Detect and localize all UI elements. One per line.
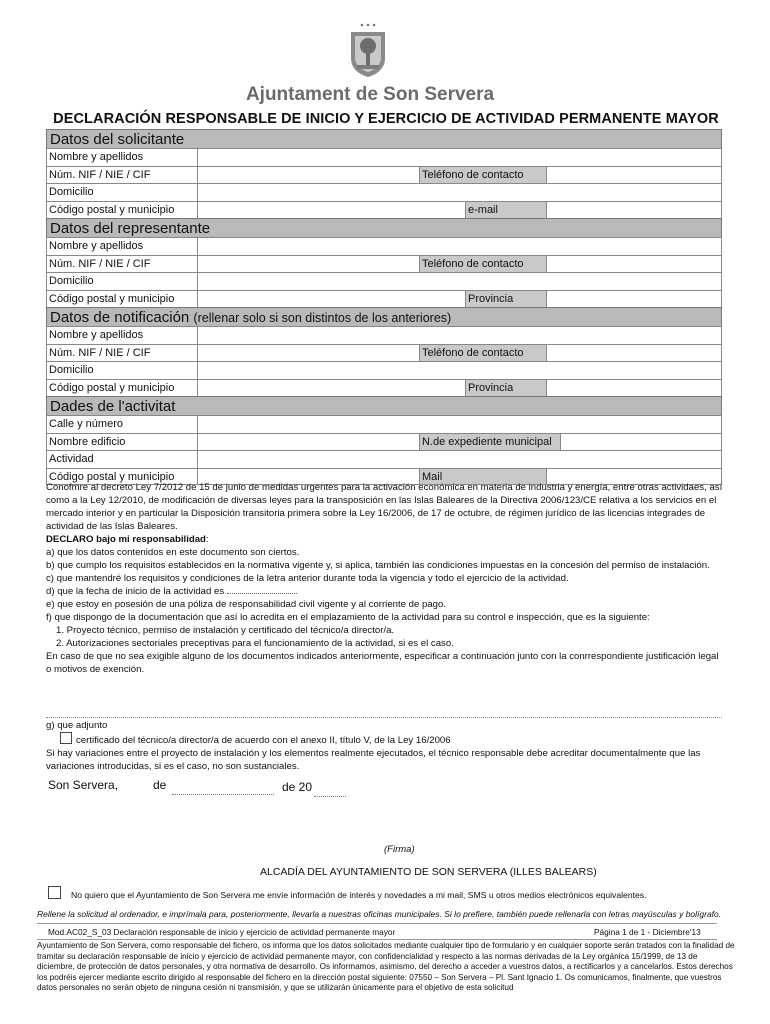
declaro-heading: DECLARO bajo mi responsabilidad	[46, 534, 206, 545]
optout-checkbox[interactable]	[48, 886, 61, 899]
field-domicilio-solicitante[interactable]: Domicilio	[46, 183, 722, 201]
field-cp-solicitante[interactable]: Código postal y municipio e-mail	[46, 201, 722, 219]
organization-name: Ajuntament de Son Servera	[245, 84, 495, 105]
field-nif-notificacion[interactable]: Núm. NIF / NIE / CIF Teléfono de contacto	[46, 344, 722, 362]
document-title: DECLARACIÓN RESPONSABLE DE INICIO Y EJERCICIO DE ACTIVIDAD PERMANENTE MAYOR	[53, 111, 719, 127]
label-telefono: Teléfono de contacto	[419, 167, 547, 184]
field-calle-actividad[interactable]: Calle y número	[46, 415, 722, 433]
field-nombre-solicitante[interactable]: Nombre y apellidos	[46, 148, 722, 166]
instructions-text: Rellene la solicitud al ordenador, e imprímala para, posteriormente, llevarla a nuestras oficinas municipales. Si lo prefiere, también puede rellenarla con letras mayúsculas y bolígrafo.	[37, 909, 722, 919]
header	[0, 14, 770, 106]
field-cp-representante[interactable]: Código postal y municipio Provincia	[46, 290, 722, 308]
coat-of-arms-logo	[345, 22, 391, 78]
exemption-field[interactable]	[46, 717, 722, 718]
section-representante-heading: Datos del representante	[46, 218, 722, 237]
page-number: Página 1 de 1 - Diciembre'13	[594, 927, 701, 937]
year-field[interactable]	[314, 782, 346, 797]
field-cp-notificacion[interactable]: Código postal y municipio Provincia	[46, 379, 722, 397]
place-label: Son Servera,	[48, 778, 119, 792]
form	[46, 129, 722, 485]
fecha-inicio-field[interactable]	[227, 593, 297, 594]
day-month-field[interactable]	[172, 780, 274, 795]
label-email: e-mail	[465, 202, 547, 219]
declaration-body: Conofmre al decreto Ley 7/2012 de 15 de junio de medidas urgentes para la activación económica en materia de industria y energía, entre otras actividaes, así como a la Ley 12/2010, de modificación de diversas leyes para la transposición en las Islas Baleares de la Directiva 2006/123/CE relativa a los servicios en el mercado interior y en particular la Disposición transitoria primera sobre la Ley 16/2006, de 17 de octubre, de régimen jurídico de las licencias integrades de actividad de las Islas Baleares. DECLARO bajo mi responsabilidad: a) que los datos contenidos en este documento son ciertos. b) que cumplo los requisitos establecidos en la normativa vigente y, si aplica, también las condiciones impuestas en la concesión del permiso de instalación. c) que mantendré los requisitos y condiciones de la letra anterior durante toda la vigencia y todo el ejercicio de la actividad. d) que la fecha de inicio de la actividad es e) que estoy en posesión de una póliza de responsabilidad civil vigente y al corriente de pago. f) que dispongo de la documentación que así lo acredita en el emplazamiento de la actividad para su control e inspección, que es la siguiente: 1. Proyecto técnico, permiso de instalación y certificado del técnico/a director/a. 2. Autorizaciones sectoriales preceptivas para el funcionamiento de la actividad, si es el caso. En caso de que no sea exigible alguno de los documentos indicados anteriormente, especificar a continuación junto con la conrrespondiente justificación legal o motivos de exención.	[46, 481, 726, 676]
field-actividad[interactable]: Actividad	[46, 450, 722, 468]
privacy-notice: Ayuntamiento de Son Servera, como responsable del fichero, os informa que los datos solicitados mediante cualquier tipo de formulario y en cualquier soporte serán tratados con la finalidad de tramitar su declaración responsable de inicio y ejercicio de actividad permanente mayor, con confidencialidad y respecto a las normas derivadas de la Ley orgánica 15/1999, de 13 de diciembre, de protección de datos personales, y otra normativa de desarrollo. Os informamos, asimismo, del derecho a acceder a vuestros datos, a rectificarlos y a cancelarlos. Estos derechos los podréis ejercer mediante escrito dirigido al responsable del fichero en la dirección postal siguiente: 07550 – Son Servera – Pl. Sant Ignacio 1. Os comunicamos, finalmente, que vuestros datos personales no serán objeto de ninguna cesión ni transmisión, y que se utilizarán únicamente para el objetivo de esta solicitud	[37, 941, 735, 992]
field-domicilio-representante[interactable]: Domicilio	[46, 272, 722, 290]
section-solicitante-heading: Datos del solicitante	[46, 129, 722, 148]
certificado-checkbox[interactable]	[60, 732, 72, 744]
adjunto-section: g) que adjunto certificado del técnico/a director/a de acuerdo con el anexo II, título V, de la Ley 16/2006 Si hay variaciones entre el proyecto de instalación y los elementos realmente ejecutados, el técnico responsable debe acreditar documentalmente que las variaciones introducidas, si es el caso, no son sustanciales.	[46, 720, 701, 772]
section-notificacion-heading: Datos de notificación (rellenar solo si son distintos de los anteriores)	[46, 307, 722, 326]
optout-row: No quiero que el Ayuntamiento de Son Servera me envíe información de interés y novedades a mi mail, SMS u otros medios electrónicos equivalentes.	[48, 886, 646, 900]
field-nombre-representante[interactable]: Nombre y apellidos	[46, 237, 722, 255]
field-nombre-notificacion[interactable]: Nombre y apellidos	[46, 326, 722, 344]
field-cp-actividad[interactable]: Código postal y municipio Mail	[46, 468, 722, 486]
field-nif-solicitante[interactable]: Núm. NIF / NIE / CIF Teléfono de contacto	[46, 166, 722, 184]
alcaldia-label: ALCADÍA DEL AYUNTAMIENTO DE SON SERVERA (ILLES BALEARS)	[260, 866, 597, 878]
field-edificio-actividad[interactable]: Nombre edificio N.de expediente municipal	[46, 433, 722, 451]
section-actividad-heading: Dades de l'activitat	[46, 396, 722, 415]
firma-label: (Firma)	[384, 844, 415, 855]
field-nif-representante[interactable]: Núm. NIF / NIE / CIF Teléfono de contacto	[46, 255, 722, 273]
model-code: Mod.AC02_S_03 Declaración responsable de inicio y ejercicio de actividad permanente mayor	[48, 927, 396, 937]
field-domicilio-notificacion[interactable]: Domicilio	[46, 361, 722, 379]
intro-text: Conofmre al decreto Ley 7/2012 de 15 de junio de medidas urgentes para la activación económica en materia de industria y energía, entre otras actividaes, así como a la Ley 12/2010, de modificación de diversas leyes para la transposición en las Islas Baleares de la Directiva 2006/123/CE relativa a los servicios en el mercado interior y en particular la Disposición transitoria primera sobre la Ley 16/2006, de 17 de octubre, de régimen jurídico de las licencias integrades de actividad de las Islas Baleares.	[46, 482, 723, 532]
